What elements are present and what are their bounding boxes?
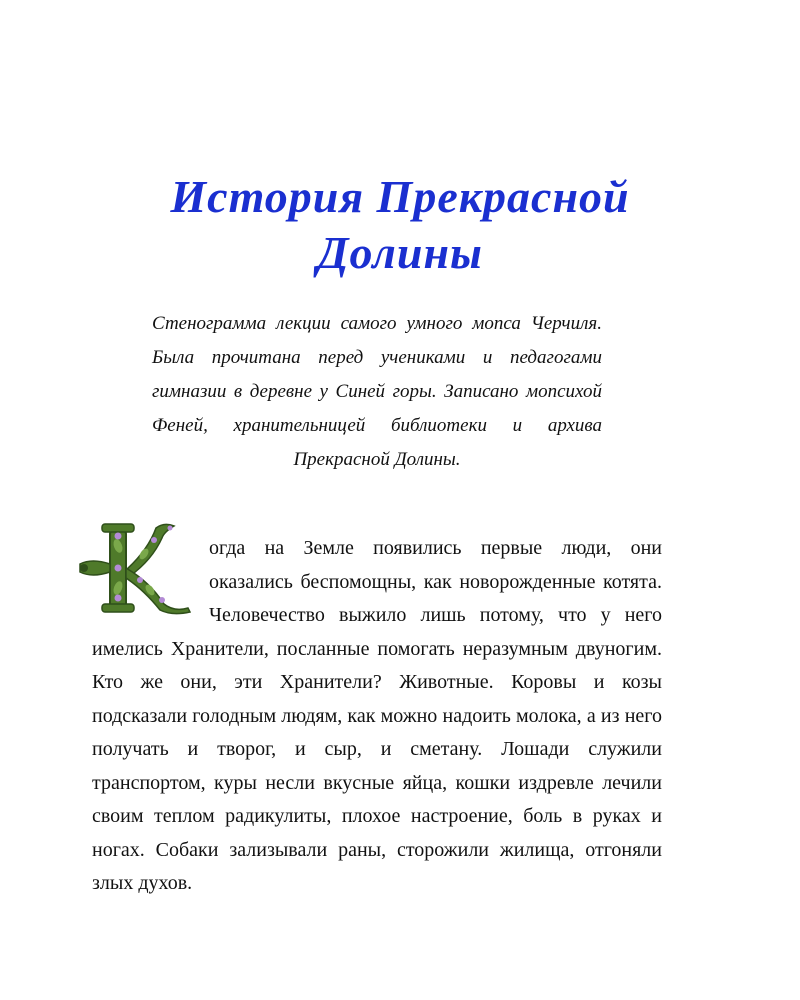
main-text-block bbox=[92, 532, 662, 901]
ornamental-letter-k-icon bbox=[78, 520, 203, 615]
page-title: История Прекрасной Долины bbox=[170, 170, 630, 278]
body-paragraph: огда на Земле появились первые люди, они оказались беспомощны, как новорожденные котята. Человечество выжило лишь потому, что у него имелись Хранители, посланные помогать неразумным двуногим. Кто же они, эти Хранители? Животные. Коровы и козы подсказали голодным людям, как можно надоить молока, а из него получать и творог, и сыр, и сметану. Лошади служили транспортом, куры несли вкусные яйца, кошки издревле лечили своим теплом радикулиты, плохое настроение, боль в руках и ногах. Собаки зализывали раны, сторожили жилища, отгоняли злых духов. bbox=[92, 537, 662, 894]
abstract-paragraph: Стенограмма лекции самого умного мопса Черчиля. Была прочитана перед учениками и педагогами гимназии в деревне у Синей горы. Записано мопсихой Феней, хранительницей библиотеки и архива Прекрасной Долины. bbox=[152, 313, 602, 470]
